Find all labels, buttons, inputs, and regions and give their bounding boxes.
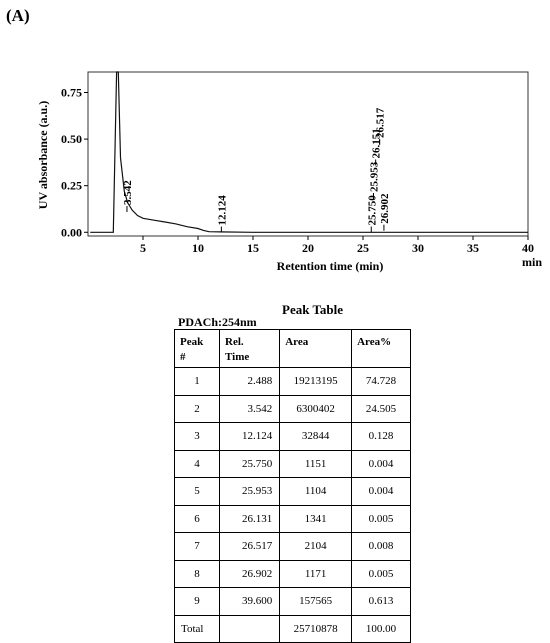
y-tick-label: 0.25 — [61, 178, 82, 193]
peak-label: 25.750 — [366, 195, 379, 226]
cell-rel-time: 2.488 — [220, 368, 280, 396]
cell-rel-time: 26.131 — [220, 505, 280, 533]
cell-rel-time: 25.953 — [220, 478, 280, 506]
peak-label: 26.902 — [378, 193, 391, 224]
cell-peak: 4 — [175, 450, 220, 478]
cell-area-pct: 0.613 — [352, 588, 411, 616]
header-rel-time: Rel. Time — [220, 330, 280, 368]
x-axis-label: Retention time (min) — [276, 259, 384, 273]
total-cell-rel-time — [220, 615, 280, 643]
cell-area-pct: 0.005 — [352, 505, 411, 533]
cell-area-pct: 0.005 — [352, 560, 411, 588]
x-tick-label: 30 — [412, 241, 424, 255]
chromatogram-chart — [0, 0, 550, 300]
plot-frame — [88, 72, 528, 236]
cell-area-pct: 0.128 — [352, 423, 411, 451]
x-axis-unit: min — [521, 255, 543, 269]
cell-area: 1151 — [280, 450, 352, 478]
peak-label: 3.542 — [122, 180, 134, 205]
header-area-pct: Area% — [352, 330, 411, 368]
cell-area: 1171 — [280, 560, 352, 588]
x-tick-label: 40 — [522, 241, 534, 255]
cell-area-pct: 24.505 — [352, 395, 411, 423]
peak-table-body — [175, 368, 411, 643]
peak-table-row — [175, 450, 411, 478]
header-peak: Peak # — [175, 330, 220, 368]
x-tick-label: 20 — [302, 241, 314, 255]
cell-area-pct: 0.004 — [352, 450, 411, 478]
peak-table — [174, 329, 411, 643]
peak-table-title: Peak Table — [282, 302, 344, 317]
cell-rel-time: 26.517 — [220, 533, 280, 561]
cell-rel-time: 25.750 — [220, 450, 280, 478]
peak-table-row — [175, 588, 411, 616]
cell-peak: 8 — [175, 560, 220, 588]
total-cell-area-pct: 100.00 — [352, 615, 411, 643]
header-area: Area — [280, 330, 352, 368]
peak-table-row — [175, 560, 411, 588]
cell-area-pct: 74.728 — [352, 368, 411, 396]
x-tick-label: 10 — [192, 241, 204, 255]
cell-rel-time: 39.600 — [220, 588, 280, 616]
cell-peak: 1 — [175, 368, 220, 396]
x-tick-label: 5 — [140, 241, 146, 255]
cell-area: 32844 — [280, 423, 352, 451]
cell-area: 2104 — [280, 533, 352, 561]
y-tick-label: 0.75 — [61, 85, 82, 100]
peak-table-row — [175, 478, 411, 506]
x-tick-label: 25 — [357, 241, 369, 255]
peak-table-row — [175, 533, 411, 561]
total-cell-area: 25710878 — [280, 615, 352, 643]
cell-area: 19213195 — [280, 368, 352, 396]
peak-table-header-row — [175, 330, 411, 368]
peak-label: 12.124 — [216, 195, 229, 226]
peak-label: 26.151 — [370, 128, 383, 159]
x-axis-ticks — [140, 236, 534, 255]
y-axis-label: UV absorbance (a.u.) — [36, 100, 50, 210]
cell-peak: 7 — [175, 533, 220, 561]
cell-area-pct: 0.004 — [352, 478, 411, 506]
total-cell-peak: Total — [175, 615, 220, 643]
peak-table-row — [175, 395, 411, 423]
cell-rel-time: 12.124 — [220, 423, 280, 451]
cell-peak: 6 — [175, 505, 220, 533]
y-axis-ticks — [61, 86, 88, 240]
y-tick-label: 0.00 — [61, 225, 82, 240]
peak-table-row — [175, 368, 411, 396]
y-tick-label: 0.50 — [61, 132, 82, 147]
peak-table-head — [175, 330, 411, 368]
cell-peak: 2 — [175, 395, 220, 423]
channel-label: PDACh:254nm — [178, 315, 257, 329]
cell-peak: 9 — [175, 588, 220, 616]
peak-label: 26.517 — [374, 107, 387, 138]
panel-label: (A) — [6, 6, 30, 25]
cell-peak: 3 — [175, 423, 220, 451]
cell-rel-time: 3.542 — [220, 395, 280, 423]
peak-table-row — [175, 423, 411, 451]
cell-area: 1104 — [280, 478, 352, 506]
peak-table-row — [175, 505, 411, 533]
x-tick-label: 15 — [247, 241, 259, 255]
peak-table-total-row — [175, 615, 411, 643]
x-tick-label: 35 — [467, 241, 479, 255]
cell-area-pct: 0.008 — [352, 533, 411, 561]
cell-peak: 5 — [175, 478, 220, 506]
cell-area: 157565 — [280, 588, 352, 616]
peak-label: 25.953 — [368, 161, 381, 192]
cell-area: 6300402 — [280, 395, 352, 423]
cell-area: 1341 — [280, 505, 352, 533]
cell-rel-time: 26.902 — [220, 560, 280, 588]
